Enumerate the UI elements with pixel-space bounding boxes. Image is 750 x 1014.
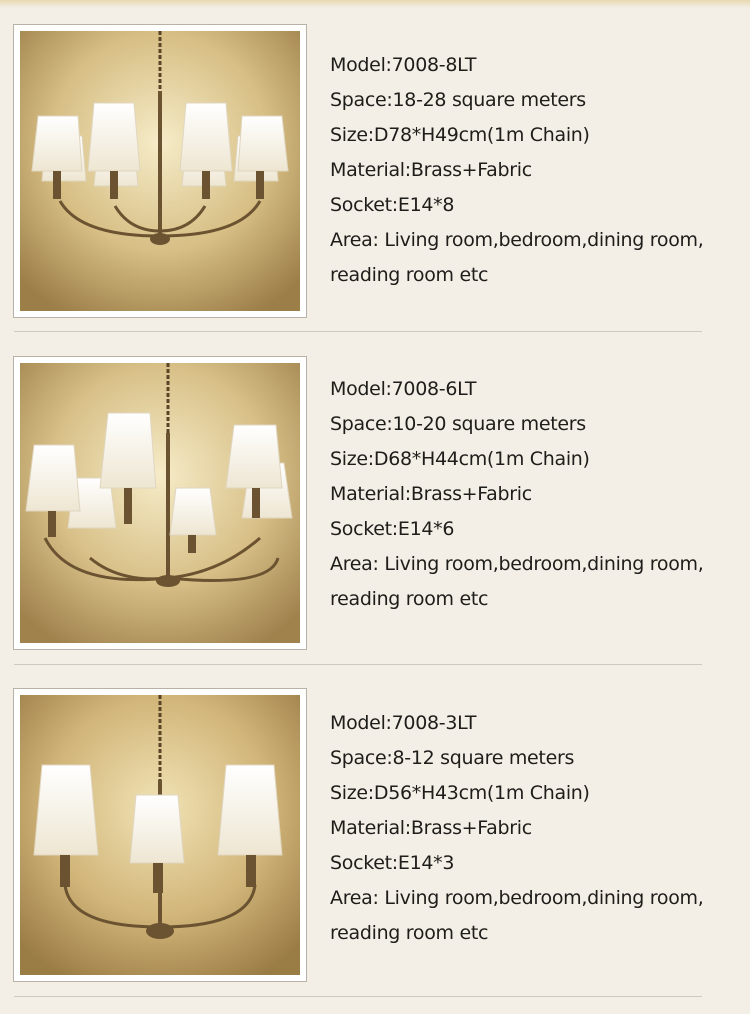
- socket-text: Socket:E14*3: [330, 852, 455, 874]
- product-photo-8lt: [13, 24, 307, 318]
- product-photo-6lt: [13, 356, 307, 650]
- product-photo-3lt: [13, 688, 307, 982]
- product-specs-3lt: [330, 706, 730, 951]
- material-text: Material:Brass+Fabric: [330, 159, 532, 181]
- socket-text: Socket:E14*6: [330, 518, 455, 540]
- socket-text: Socket:E14*8: [330, 194, 455, 216]
- product-specs-8lt: [330, 48, 730, 293]
- model-text: Model:7008-8LT: [330, 54, 477, 76]
- area-text-line1: Area: Living room,bedroom,dining room,: [330, 229, 704, 251]
- divider: [14, 331, 702, 332]
- model-text: Model:7008-6LT: [330, 378, 477, 400]
- material-text: Material:Brass+Fabric: [330, 817, 532, 839]
- area-text-line2: reading room etc: [330, 264, 489, 286]
- product-specs-6lt: [330, 372, 730, 617]
- chandelier-6-light-image: [20, 363, 300, 643]
- divider: [14, 664, 702, 665]
- material-text: Material:Brass+Fabric: [330, 483, 532, 505]
- space-text: Space:8-12 square meters: [330, 747, 575, 769]
- area-text-line1: Area: Living room,bedroom,dining room,: [330, 887, 704, 909]
- size-text: Size:D68*H44cm(1m Chain): [330, 448, 590, 470]
- divider: [14, 996, 702, 997]
- chandelier-3-light-image: [20, 695, 300, 975]
- model-text: Model:7008-3LT: [330, 712, 477, 734]
- product-card-6lt: [0, 350, 750, 680]
- size-text: Size:D56*H43cm(1m Chain): [330, 782, 590, 804]
- product-card-3lt: [0, 684, 750, 1014]
- area-text-line1: Area: Living room,bedroom,dining room,: [330, 553, 704, 575]
- space-text: Space:10-20 square meters: [330, 413, 586, 435]
- chandelier-8-light-image: [20, 31, 300, 311]
- top-border: [0, 0, 750, 8]
- product-card-8lt: [0, 22, 750, 352]
- area-text-line2: reading room etc: [330, 588, 489, 610]
- space-text: Space:18-28 square meters: [330, 89, 586, 111]
- area-text-line2: reading room etc: [330, 922, 489, 944]
- size-text: Size:D78*H49cm(1m Chain): [330, 124, 590, 146]
